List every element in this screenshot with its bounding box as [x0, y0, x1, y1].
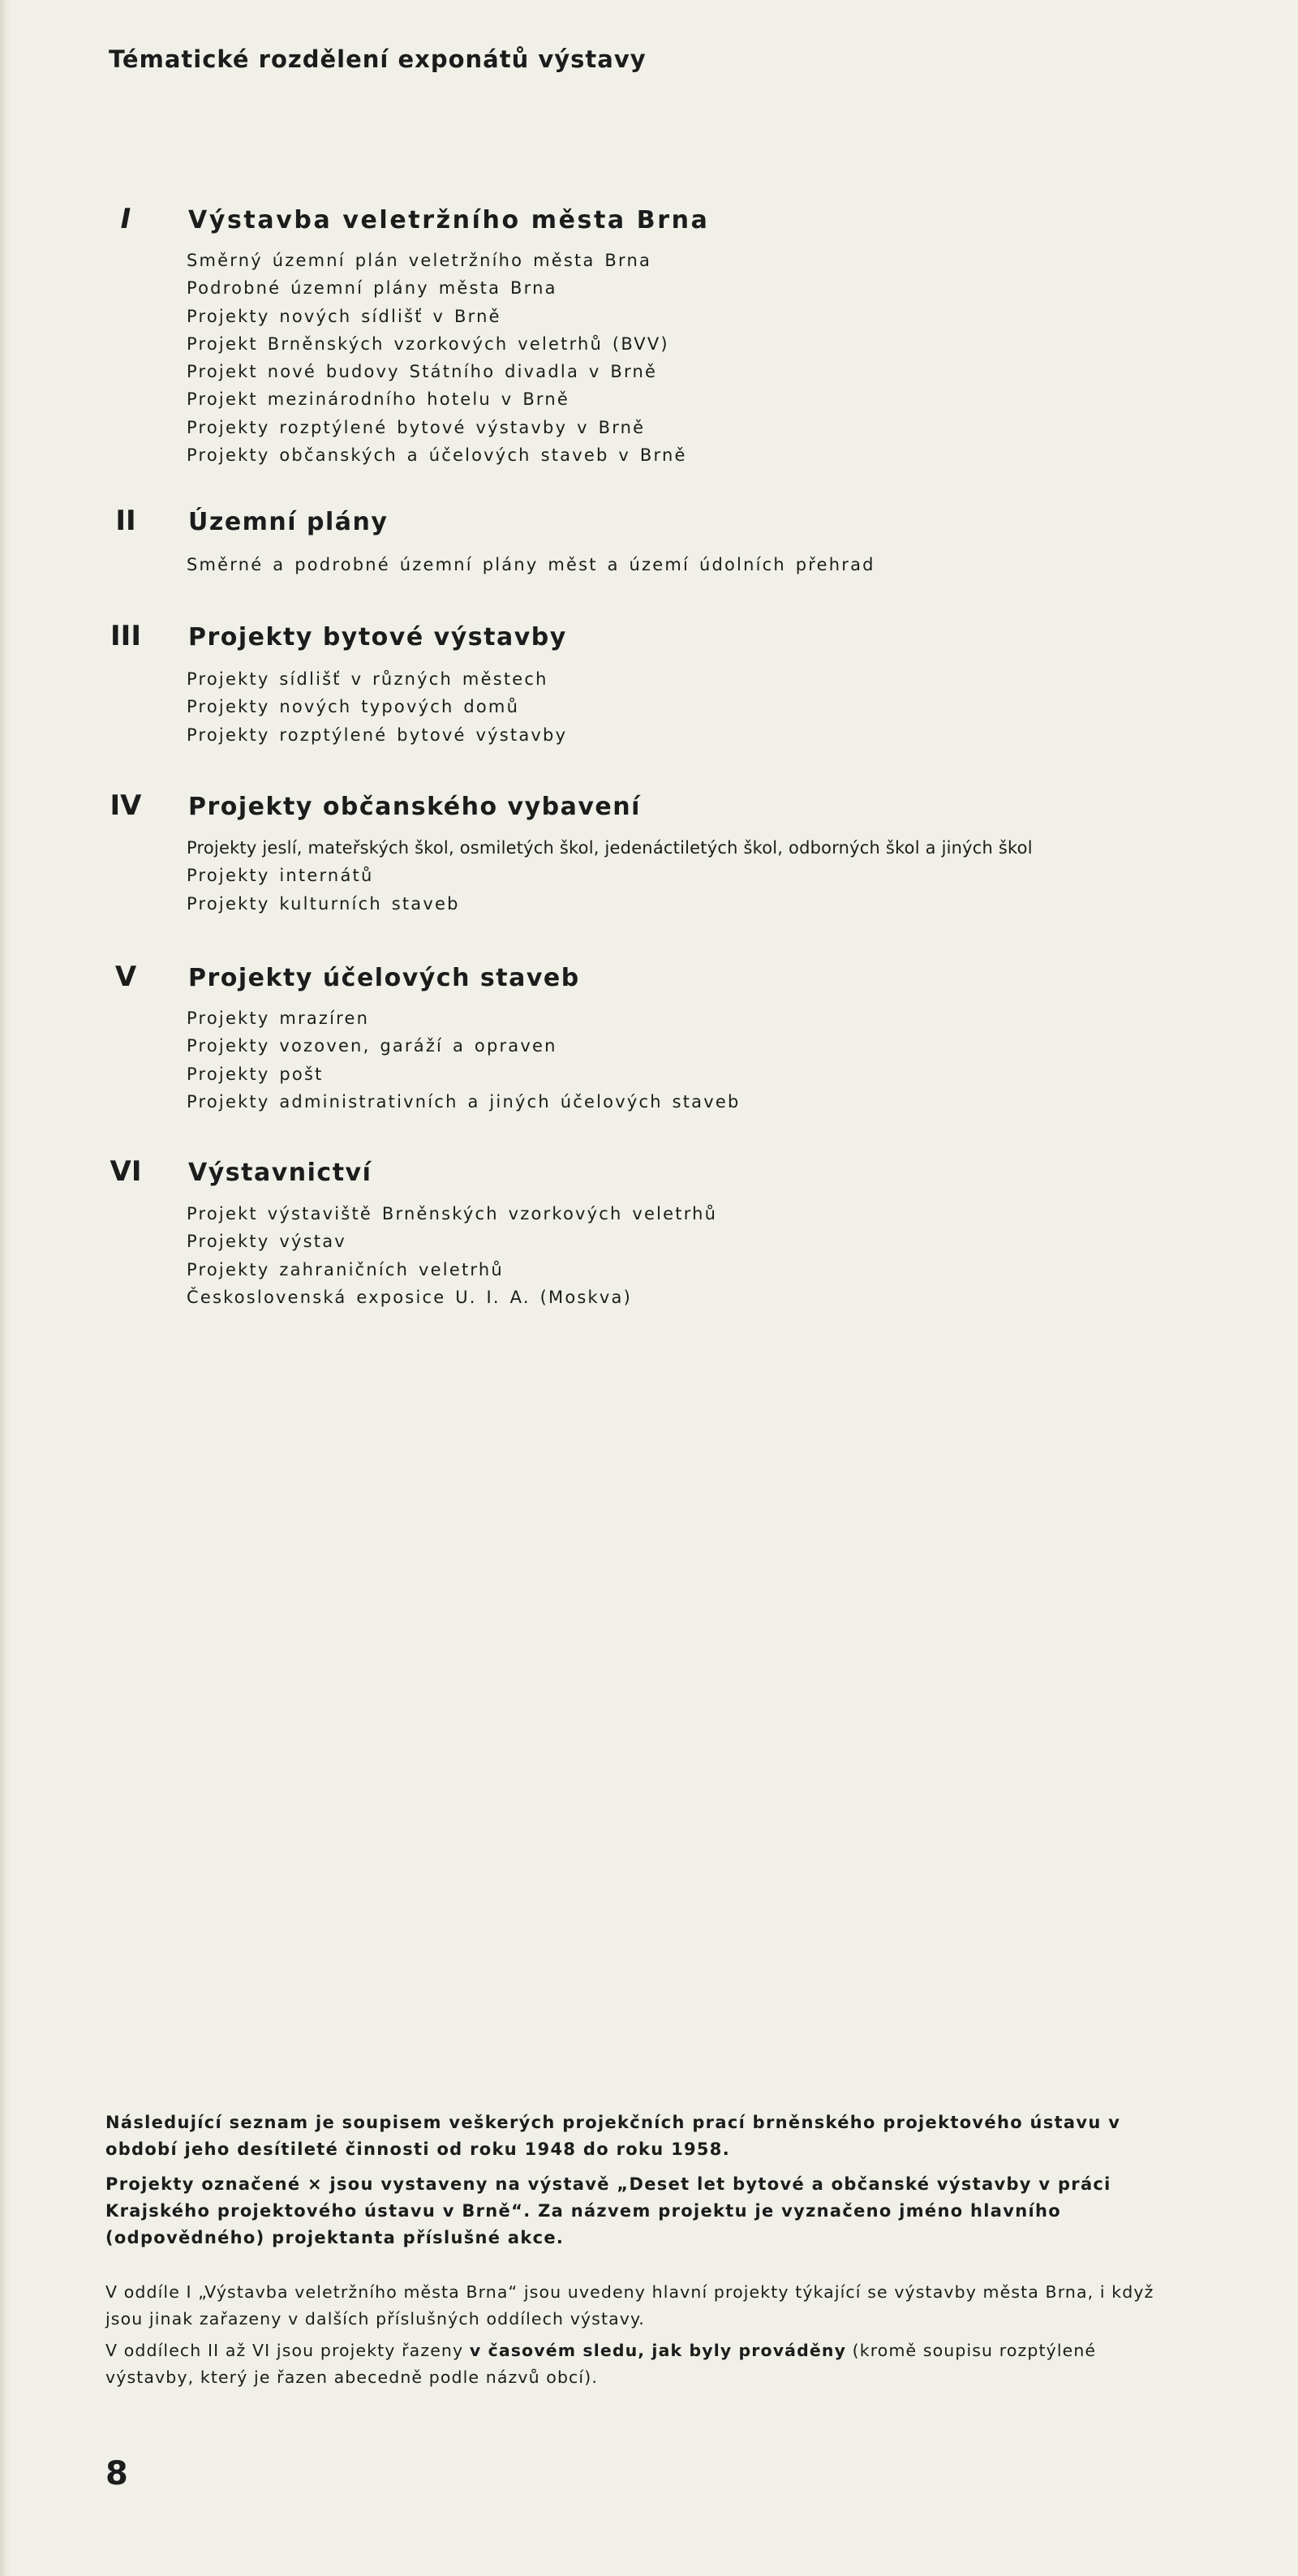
list-item: Projekty nových sídlišť v Brně [187, 306, 501, 326]
note-paragraph-4 [105, 2337, 1168, 2391]
note-paragraph-3: V oddíle I „Výstavba veletržního města Brna“ jsou uvedeny hlavní projekty týkající se výstavby města Brna, i když jsou jinak zařazeny v dalších příslušných oddílech výstavy. [105, 2282, 1154, 2329]
note-paragraph-4-end: (kromě soupisu rozptýlené výstavby, který je řazen abecedně podle názvů obcí). [105, 2341, 1097, 2387]
section-numeral: II [115, 505, 136, 537]
list-item: Projekty mrazíren [187, 1008, 370, 1028]
section-heading: Projekty občanského vybavení [188, 793, 641, 821]
list-item: Projekty administrativních a jiných účelových staveb [187, 1091, 741, 1112]
section-heading: Výstavnictví [188, 1159, 372, 1187]
section-heading: Územní plány [188, 508, 389, 536]
page-number: 8 [105, 2455, 128, 2492]
list-item: Projekty občanských a účelových staveb v Brně [187, 445, 687, 466]
section-item-list [187, 247, 687, 469]
list-item: Projekty výstav [187, 1232, 346, 1252]
list-item: Směrné a podrobné územní plány měst a území údolních přehrad [187, 555, 875, 574]
list-item: Projekty zahraničních veletrhů [187, 1259, 504, 1279]
note-paragraph-4-start: V oddílech II až VI jsou projekty řazeny [105, 2341, 464, 2360]
list-item: Projekt výstaviště Brněnských vzorkových veletrhů [187, 1204, 718, 1223]
page-title: Tématické rozdělení exponátů výstavy [109, 45, 647, 73]
section-numeral: V [114, 961, 137, 993]
list-item: Projekt mezinárodního hotelu v Brně [187, 389, 570, 410]
list-item: Projekty rozptýlené bytové výstavby [187, 725, 568, 745]
section-item-list [187, 1200, 717, 1311]
list-item: Projekt Brněnských vzorkových veletrhů (BVV) [187, 333, 669, 354]
section-numeral: VI [110, 1155, 142, 1188]
list-item: Projekty internátů [187, 866, 374, 886]
section-item-list [187, 834, 1033, 918]
section-item-list [187, 551, 875, 578]
list-item: Podrobné územní plány města Brna [187, 278, 557, 299]
section-numeral: IV [110, 789, 142, 822]
list-item: Projekty jeslí, mateřských škol, osmiletých škol, jedenáctiletých škol, odborných škol a jiných škol [187, 838, 1033, 858]
list-item: Projekty vozoven, garáží a opraven [187, 1036, 557, 1056]
note-paragraph-1: Následující seznam je soupisem veškerých projekčních prací brněnského projektového ústavu v období jeho desítileté činnosti od roku 1948 do roku 1958. [105, 2113, 1121, 2159]
page-spine-shadow [0, 0, 11, 2576]
section-heading: Projekty účelových staveb [188, 964, 580, 992]
list-item: Projekty kulturních staveb [187, 893, 460, 914]
section-item-list [187, 1004, 741, 1116]
list-item: Československá exposice U. I. A. (Moskva) [187, 1287, 632, 1307]
list-item: Směrný územní plán veletržního města Brna [187, 251, 652, 270]
section-heading: Projekty bytové výstavby [188, 623, 567, 652]
section-numeral: I [120, 203, 131, 235]
list-item: Projekty rozptýlené bytové výstavby v Brně [187, 417, 646, 437]
section-numeral: III [110, 620, 141, 652]
introductory-notes [105, 2109, 1168, 2396]
list-item: Projekty pošt [187, 1064, 324, 1084]
section-item-list [187, 665, 567, 749]
list-item: Projekty sídlišť v různých městech [187, 669, 548, 689]
note-paragraph-2: Projekty označené × jsou vystaveny na výstavě „Deset let bytové a občanské výstavby v práci Krajského projektového ústavu v Brně“. Za názvem projektu je vyznačeno jméno hlavního (odpovědného) projektanta příslušné akce. [105, 2174, 1111, 2247]
list-item: Projekt nové budovy Státního divadla v Brně [187, 362, 658, 382]
note-paragraph-4-emphasis: v časovém sledu, jak byly prováděny [469, 2341, 847, 2360]
section-heading: Výstavba veletržního města Brna [188, 206, 710, 234]
list-item: Projekty nových typových domů [187, 697, 520, 717]
